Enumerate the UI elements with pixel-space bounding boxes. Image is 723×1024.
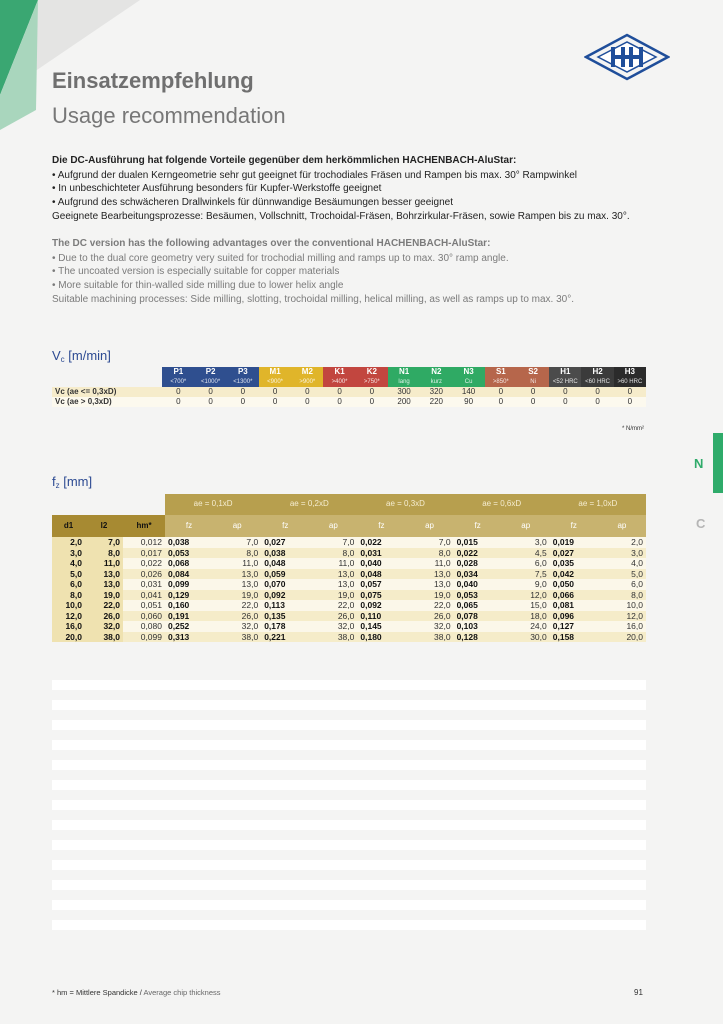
- material-code: H1: [549, 367, 581, 377]
- intro-bullet: • In unbeschichteter Ausführung besonders für Kupfer-Werkstoffe geeignet: [52, 183, 382, 195]
- table-cell: 0,127: [550, 621, 598, 632]
- table-cell: 38,0: [309, 632, 357, 643]
- vc-value: 0: [549, 387, 581, 397]
- vc-row-label: Vc (ae > 0,3xD): [52, 397, 162, 407]
- vc-corner-cell: [52, 377, 162, 387]
- table-row: [52, 590, 646, 601]
- table-cell: 0,252: [165, 621, 213, 632]
- table-cell: 0,038: [165, 537, 213, 548]
- col-d1: d1: [52, 515, 85, 537]
- table-cell: 0,034: [454, 569, 502, 580]
- table-cell: 38,0: [405, 632, 453, 643]
- vc-value: 0: [356, 387, 388, 397]
- table-cell: 0,096: [550, 611, 598, 622]
- table-cell: 6,0: [52, 579, 85, 590]
- col-fz: fz: [165, 515, 213, 537]
- material-subtitle: <60 HRC: [581, 377, 613, 387]
- material-code: P1: [162, 367, 194, 377]
- table-cell: 19,0: [213, 590, 261, 601]
- vc-value: 0: [162, 387, 194, 397]
- col-ap: ap: [405, 515, 453, 537]
- table-cell: 0,078: [454, 611, 502, 622]
- table-cell: 7,0: [309, 537, 357, 548]
- col-ap: ap: [502, 515, 550, 537]
- vc-value: 0: [227, 387, 259, 397]
- material-subtitle: >60 HRC: [614, 377, 646, 387]
- material-code: N3: [452, 367, 484, 377]
- ae-group-header: ae = 1,0xD: [550, 494, 646, 515]
- material-code: H2: [581, 367, 613, 377]
- table-row: [52, 632, 646, 643]
- ae-group-header: ae = 0,6xD: [454, 494, 550, 515]
- vc-heading: [52, 348, 111, 364]
- table-cell: 11,0: [213, 558, 261, 569]
- table-cell: 12,0: [502, 590, 550, 601]
- fz-heading: [52, 474, 92, 490]
- table-cell: 0,092: [357, 600, 405, 611]
- table-cell: 22,0: [309, 600, 357, 611]
- intro-bullet: • Due to the dual core geometry very suited for trochodial milling and ramps up to max. 30° ramp angle.: [52, 253, 509, 265]
- footnote-en: Average chip thickness: [143, 988, 221, 997]
- footnote: [52, 988, 221, 997]
- table-cell: 0,048: [357, 569, 405, 580]
- col-ap: ap: [309, 515, 357, 537]
- table-cell: 12,0: [598, 611, 646, 622]
- col-ap: ap: [213, 515, 261, 537]
- material-subtitle: Cu: [452, 377, 484, 387]
- intro-bullet: • Aufgrund des schwächeren Drallwinkels für dünnwandige Besäumungen besser geeignet: [52, 196, 453, 208]
- table-cell: 8,0: [309, 548, 357, 559]
- vc-value: 0: [581, 387, 613, 397]
- table-cell: 18,0: [502, 611, 550, 622]
- vc-value: 0: [517, 387, 549, 397]
- table-cell: 38,0: [213, 632, 261, 643]
- vc-corner-cell: [52, 367, 162, 377]
- intro-summary: Geeignete Bearbeitungsprozesse: Besäumen, Vollschnitt, Trochoidal-Fräsen, Bohrzirkular-Fräsen, sowie Rampen bis zu max. 30°.: [52, 210, 630, 222]
- table-cell: 0,031: [123, 579, 165, 590]
- table-cell: 0,092: [261, 590, 309, 601]
- table-cell: 0,019: [550, 537, 598, 548]
- table-cell: 6,0: [502, 558, 550, 569]
- table-cell: 0,068: [165, 558, 213, 569]
- table-cell: 8,0: [213, 548, 261, 559]
- section-tab-c-label[interactable]: C: [696, 516, 706, 531]
- table-cell: 0,022: [357, 537, 405, 548]
- vc-value: 0: [614, 387, 646, 397]
- material-code: N1: [388, 367, 420, 377]
- intro-summary: Suitable machining processes: Side milling, slotting, trochoidal milling, helical milling, as well as ramps up to max. 30°.: [52, 293, 575, 305]
- table-row: [52, 548, 646, 559]
- table-cell: 0,050: [550, 579, 598, 590]
- table-cell: 0,027: [550, 548, 598, 559]
- material-subtitle: lang: [388, 377, 420, 387]
- ae-group-header: ae = 0,2xD: [261, 494, 357, 515]
- table-cell: 0,158: [550, 632, 598, 643]
- table-cell: 8,0: [405, 548, 453, 559]
- table-cell: 0,084: [165, 569, 213, 580]
- table-cell: 2,0: [52, 537, 85, 548]
- table-cell: 0,028: [454, 558, 502, 569]
- table-cell: 11,0: [405, 558, 453, 569]
- table-cell: 0,031: [357, 548, 405, 559]
- material-subtitle: Ni: [517, 377, 549, 387]
- table-cell: 9,0: [502, 579, 550, 590]
- vc-value: 0: [581, 397, 613, 407]
- table-cell: 13,0: [405, 579, 453, 590]
- fz-heading-unit: [mm]: [59, 474, 93, 489]
- table-cell: 16,0: [52, 621, 85, 632]
- table-cell: 8,0: [85, 548, 123, 559]
- vc-note: * N/mm²: [622, 426, 644, 432]
- table-cell: 11,0: [309, 558, 357, 569]
- intro-bullet: • The uncoated version is especially suitable for copper materials: [52, 266, 340, 278]
- table-cell: 0,313: [165, 632, 213, 643]
- table-row: [52, 537, 646, 548]
- table-cell: 7,0: [213, 537, 261, 548]
- table-cell: 0,022: [123, 558, 165, 569]
- vc-value: 0: [485, 387, 517, 397]
- table-cell: 4,0: [52, 558, 85, 569]
- ae-group-header: ae = 0,3xD: [357, 494, 453, 515]
- table-cell: 0,053: [165, 548, 213, 559]
- table-cell: 0,080: [123, 621, 165, 632]
- fz-heading-symbol: f: [52, 474, 56, 489]
- material-subtitle: >400*: [323, 377, 355, 387]
- table-cell: 0,027: [261, 537, 309, 548]
- vc-value: 0: [356, 397, 388, 407]
- table-cell: 4,0: [598, 558, 646, 569]
- table-cell: 13,0: [405, 569, 453, 580]
- table-cell: 26,0: [405, 611, 453, 622]
- table-cell: 13,0: [85, 579, 123, 590]
- fz-table: [52, 494, 646, 642]
- intro-bullet: • More suitable for thin-walled side milling due to lower helix angle: [52, 279, 344, 291]
- table-cell: 0,012: [123, 537, 165, 548]
- vc-value: 0: [259, 387, 291, 397]
- material-code: P3: [227, 367, 259, 377]
- section-tab-n-label[interactable]: N: [694, 456, 704, 471]
- material-subtitle: >850*: [485, 377, 517, 387]
- material-code: H3: [614, 367, 646, 377]
- table-cell: 8,0: [52, 590, 85, 601]
- table-cell: 0,113: [261, 600, 309, 611]
- section-tab-n[interactable]: [713, 433, 723, 493]
- table-cell: 0,042: [550, 569, 598, 580]
- table-cell: 0,065: [454, 600, 502, 611]
- table-cell: 0,129: [165, 590, 213, 601]
- table-cell: 3,0: [598, 548, 646, 559]
- vc-value: 320: [420, 387, 452, 397]
- table-cell: 0,060: [123, 611, 165, 622]
- vc-value: 300: [388, 387, 420, 397]
- table-cell: 7,5: [502, 569, 550, 580]
- table-cell: 10,0: [52, 600, 85, 611]
- vc-value: 0: [323, 387, 355, 397]
- table-cell: 0,178: [261, 621, 309, 632]
- table-cell: 0,040: [357, 558, 405, 569]
- table-cell: 26,0: [309, 611, 357, 622]
- table-cell: 0,038: [261, 548, 309, 559]
- material-subtitle: <1000*: [194, 377, 226, 387]
- table-cell: 15,0: [502, 600, 550, 611]
- table-cell: 0,099: [123, 632, 165, 643]
- vc-value: 0: [259, 397, 291, 407]
- table-cell: 0,048: [261, 558, 309, 569]
- table-cell: 0,135: [261, 611, 309, 622]
- table-cell: 20,0: [598, 632, 646, 643]
- table-cell: 13,0: [213, 579, 261, 590]
- material-code: K2: [356, 367, 388, 377]
- col-fz: fz: [550, 515, 598, 537]
- col-ap: ap: [598, 515, 646, 537]
- table-cell: 3,0: [502, 537, 550, 548]
- material-subtitle: <1300*: [227, 377, 259, 387]
- table-cell: 0,110: [357, 611, 405, 622]
- material-code: M1: [259, 367, 291, 377]
- table-cell: 32,0: [213, 621, 261, 632]
- footnote-de: * hm = Mittlere Spandicke /: [52, 988, 144, 997]
- col-fz: fz: [454, 515, 502, 537]
- table-cell: 22,0: [85, 600, 123, 611]
- fz-blank-cell: [52, 494, 165, 515]
- table-cell: 16,0: [598, 621, 646, 632]
- table-cell: 0,066: [550, 590, 598, 601]
- vc-value: 200: [388, 397, 420, 407]
- table-cell: 19,0: [85, 590, 123, 601]
- table-cell: 0,070: [261, 579, 309, 590]
- table-cell: 22,0: [405, 600, 453, 611]
- intro-heading: The DC version has the following advantages over the conventional HACHENBACH-AluStar:: [52, 238, 491, 249]
- fz-heading-sub: z: [55, 481, 60, 490]
- table-cell: 8,0: [598, 590, 646, 601]
- table-cell: 32,0: [309, 621, 357, 632]
- table-cell: 0,041: [123, 590, 165, 601]
- table-cell: 0,035: [550, 558, 598, 569]
- material-subtitle: <700*: [162, 377, 194, 387]
- table-cell: 0,221: [261, 632, 309, 643]
- table-cell: 0,180: [357, 632, 405, 643]
- hachenbach-logo: [584, 33, 670, 81]
- table-row: [52, 558, 646, 569]
- material-code: N2: [420, 367, 452, 377]
- table-row: [52, 569, 646, 580]
- intro-english: [52, 237, 672, 306]
- col-fz: fz: [261, 515, 309, 537]
- material-code: M2: [291, 367, 323, 377]
- table-cell: 13,0: [309, 579, 357, 590]
- table-cell: 0,057: [357, 579, 405, 590]
- table-cell: 0,017: [123, 548, 165, 559]
- table-cell: 19,0: [309, 590, 357, 601]
- vc-value: 0: [614, 397, 646, 407]
- table-cell: 11,0: [85, 558, 123, 569]
- vc-value: 0: [291, 387, 323, 397]
- material-subtitle: <900*: [259, 377, 291, 387]
- table-cell: 19,0: [405, 590, 453, 601]
- table-cell: 13,0: [309, 569, 357, 580]
- intro-german: [52, 154, 672, 223]
- table-cell: 0,026: [123, 569, 165, 580]
- table-cell: 2,0: [598, 537, 646, 548]
- material-subtitle: >900*: [291, 377, 323, 387]
- empty-rows: [52, 680, 646, 940]
- table-row: [52, 611, 646, 622]
- table-cell: 0,145: [357, 621, 405, 632]
- material-subtitle: kurz: [420, 377, 452, 387]
- vc-value: 220: [420, 397, 452, 407]
- vc-row: [52, 397, 646, 407]
- vc-row-label: Vc (ae <= 0,3xD): [52, 387, 162, 397]
- table-cell: 13,0: [85, 569, 123, 580]
- table-cell: 32,0: [405, 621, 453, 632]
- table-cell: 5,0: [52, 569, 85, 580]
- vc-value: 0: [194, 397, 226, 407]
- table-cell: 22,0: [213, 600, 261, 611]
- vc-value: 90: [452, 397, 484, 407]
- table-cell: 0,059: [261, 569, 309, 580]
- intro-bullet: • Aufgrund der dualen Kerngeometrie sehr gut geeignet für trochodiales Fräsen und Rampen bis max. 30° Rampwinkel: [52, 170, 578, 182]
- table-cell: 3,0: [52, 548, 85, 559]
- table-cell: 4,5: [502, 548, 550, 559]
- table-cell: 38,0: [85, 632, 123, 643]
- material-code: S2: [517, 367, 549, 377]
- table-row: [52, 621, 646, 632]
- table-cell: 7,0: [405, 537, 453, 548]
- table-cell: 0,099: [165, 579, 213, 590]
- table-cell: 0,191: [165, 611, 213, 622]
- table-cell: 0,040: [454, 579, 502, 590]
- intro-heading: Die DC-Ausführung hat folgende Vorteile gegenüber dem herkömmlichen HACHENBACH-AluStar:: [52, 155, 517, 166]
- vc-value: 0: [227, 397, 259, 407]
- table-cell: 24,0: [502, 621, 550, 632]
- table-cell: 0,128: [454, 632, 502, 643]
- vc-value: 0: [291, 397, 323, 407]
- table-cell: 0,103: [454, 621, 502, 632]
- material-subtitle: <52 HRC: [549, 377, 581, 387]
- table-cell: 20,0: [52, 632, 85, 643]
- page-title: Einsatzempfehlung: [52, 68, 254, 93]
- table-cell: 13,0: [213, 569, 261, 580]
- ae-group-header: ae = 0,1xD: [165, 494, 261, 515]
- vc-value: 0: [194, 387, 226, 397]
- table-cell: 0,022: [454, 548, 502, 559]
- table-cell: 0,015: [454, 537, 502, 548]
- table-cell: 0,051: [123, 600, 165, 611]
- table-cell: 0,075: [357, 590, 405, 601]
- table-cell: 26,0: [85, 611, 123, 622]
- material-code: S1: [485, 367, 517, 377]
- material-subtitle: >750*: [356, 377, 388, 387]
- vc-value: 0: [485, 397, 517, 407]
- vc-value: 140: [452, 387, 484, 397]
- table-cell: 6,0: [598, 579, 646, 590]
- vc-value: 0: [323, 397, 355, 407]
- page-number: 91: [634, 988, 643, 997]
- page-subtitle: Usage recommendation: [52, 103, 286, 128]
- table-cell: 0,160: [165, 600, 213, 611]
- table-cell: 10,0: [598, 600, 646, 611]
- table-cell: 32,0: [85, 621, 123, 632]
- col-fz: fz: [357, 515, 405, 537]
- table-cell: 12,0: [52, 611, 85, 622]
- table-row: [52, 579, 646, 590]
- vc-heading-unit: [m/min]: [64, 348, 111, 363]
- table-cell: 7,0: [85, 537, 123, 548]
- vc-value: 0: [162, 397, 194, 407]
- vc-value: 0: [517, 397, 549, 407]
- table-cell: 0,053: [454, 590, 502, 601]
- material-code: P2: [194, 367, 226, 377]
- col-l2: l2: [85, 515, 123, 537]
- vc-heading-sub: c: [60, 355, 65, 364]
- table-cell: 26,0: [213, 611, 261, 622]
- vc-table: [52, 367, 646, 407]
- vc-heading-symbol: V: [52, 348, 61, 363]
- table-cell: 0,081: [550, 600, 598, 611]
- table-cell: 30,0: [502, 632, 550, 643]
- col-hm: hm*: [123, 515, 165, 537]
- vc-row: [52, 387, 646, 397]
- vc-value: 0: [549, 397, 581, 407]
- material-code: K1: [323, 367, 355, 377]
- table-cell: 5,0: [598, 569, 646, 580]
- table-row: [52, 600, 646, 611]
